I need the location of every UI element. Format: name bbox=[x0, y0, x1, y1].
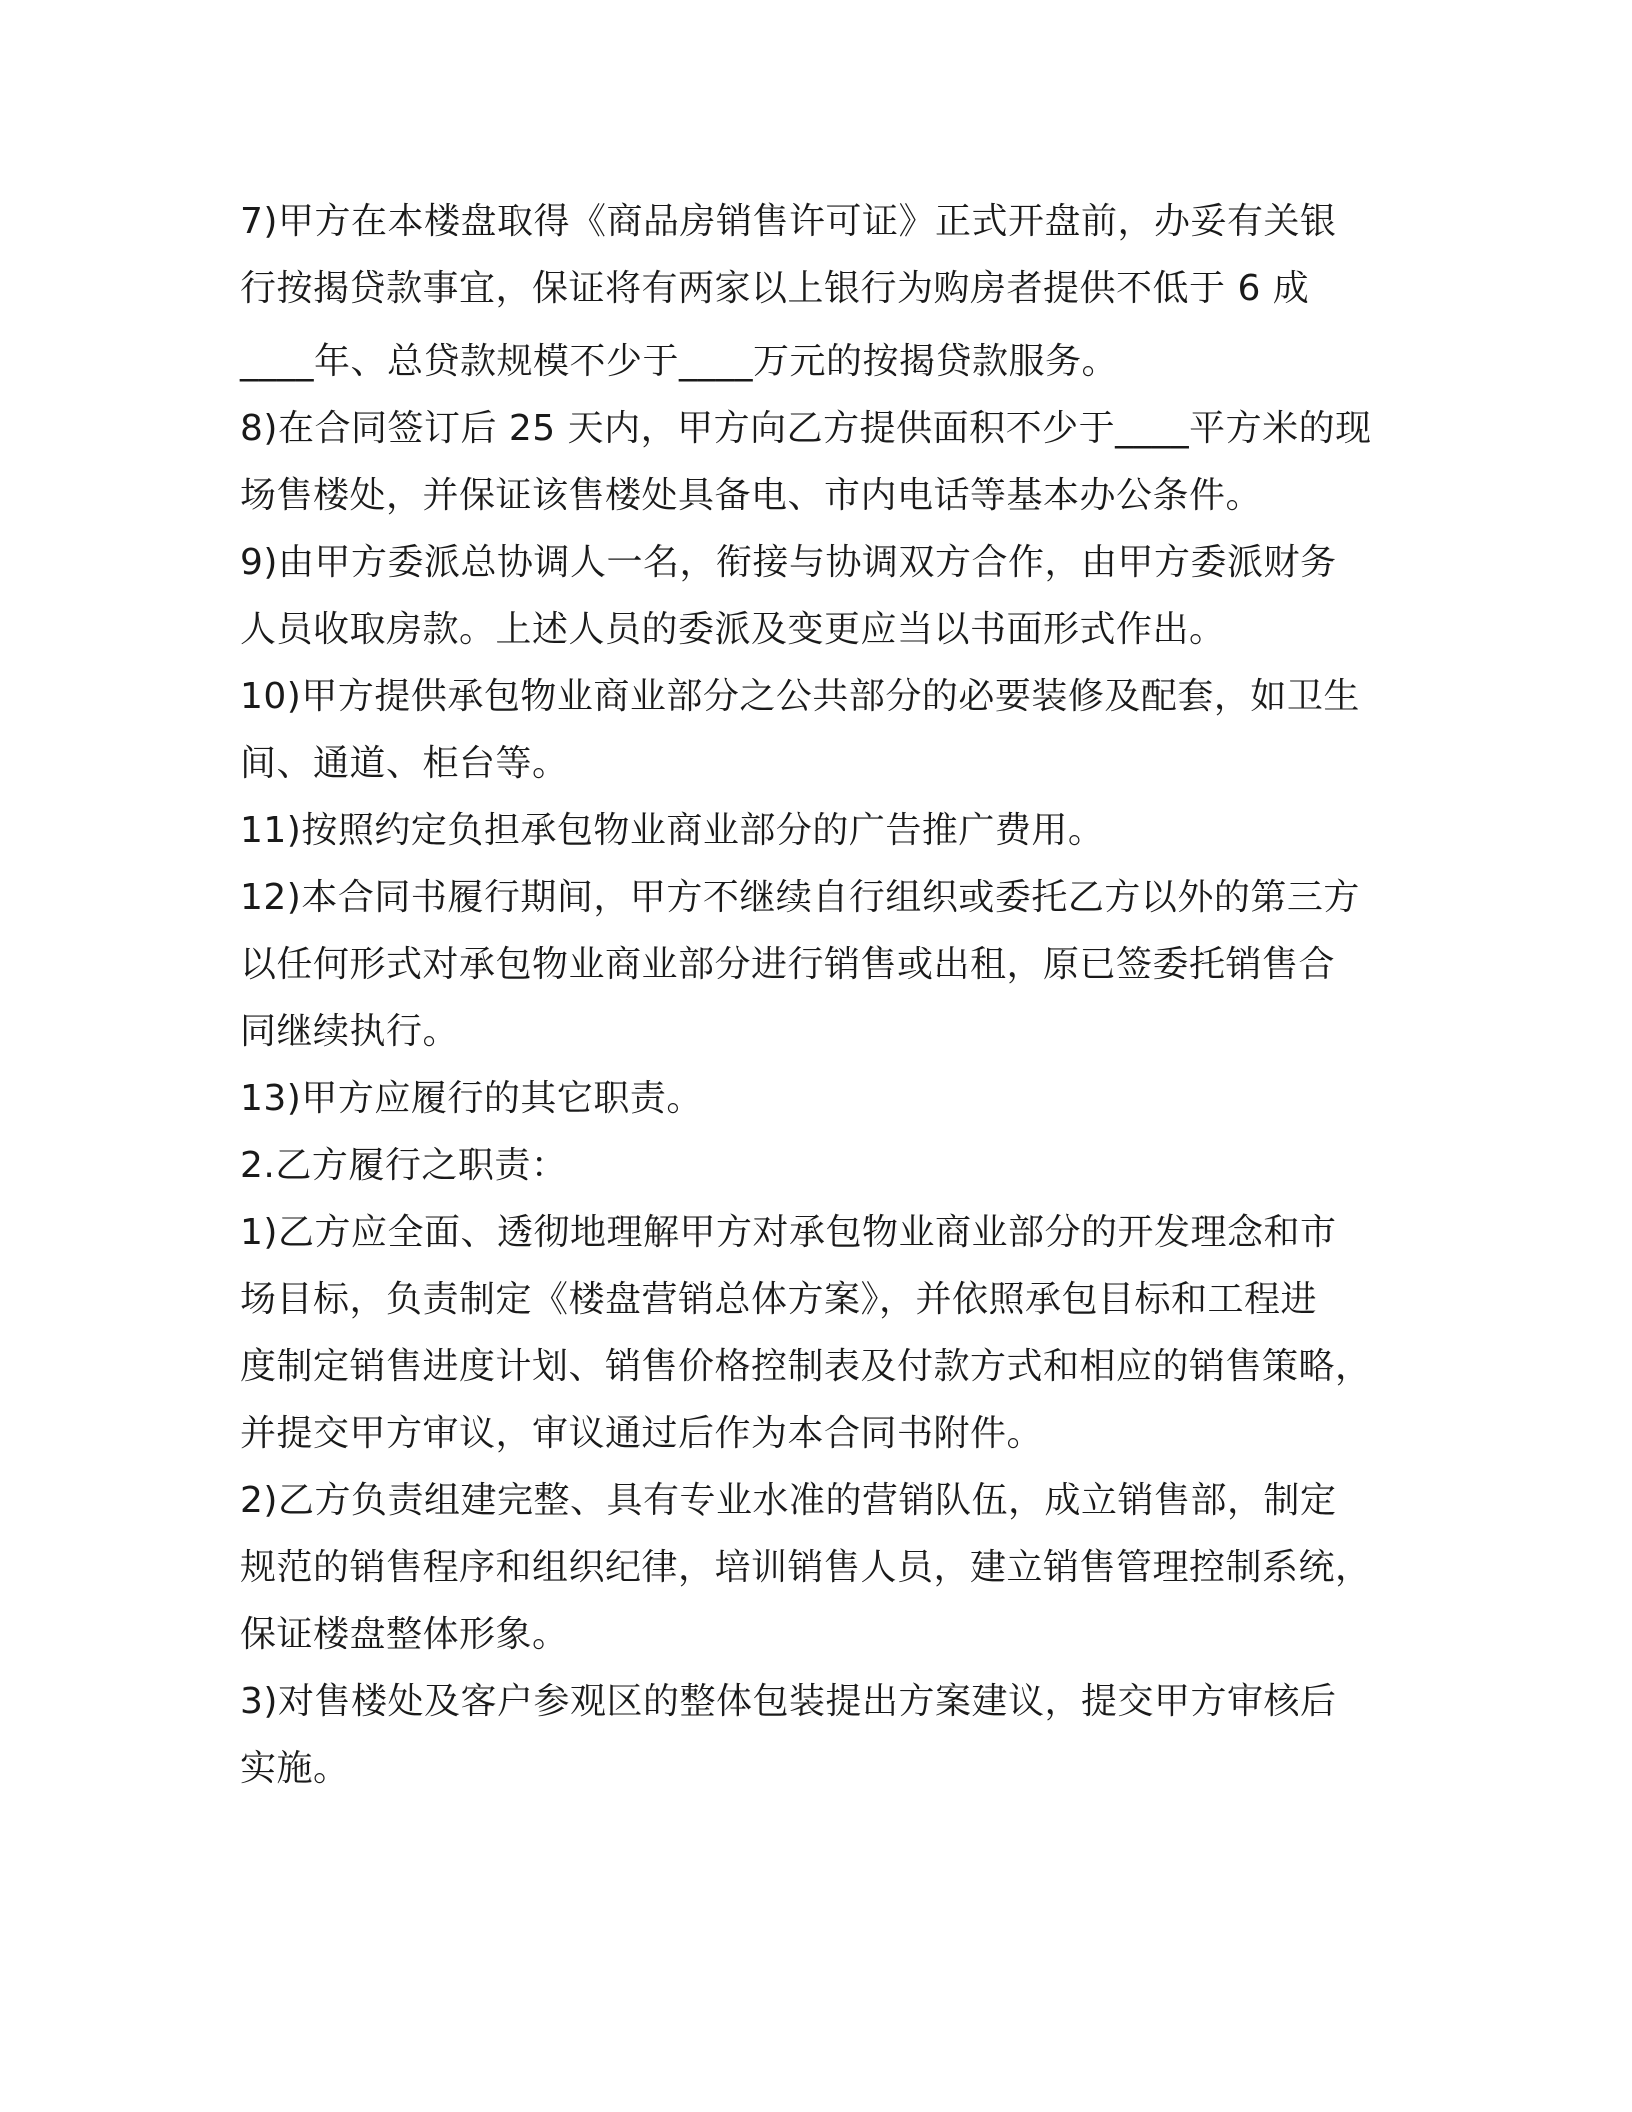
text-line: 10)甲方提供承包物业商业部分之公共部分的必要装修及配套，如卫生 bbox=[240, 676, 1360, 717]
text-line: 2)乙方负责组建完整、具有专业水准的营销队伍，成立销售部，制定 bbox=[240, 1480, 1337, 1521]
text-line: 度制定销售进度计划、销售价格控制表及付款方式和相应的销售策略， bbox=[240, 1346, 1372, 1387]
text-line: 行按揭贷款事宜，保证将有两家以上银行为购房者提供不低于 6 成 bbox=[240, 268, 1310, 309]
text-line: ____年、总贷款规模不少于____万元的按揭贷款服务。 bbox=[240, 341, 1119, 382]
text-line: 规范的销售程序和组织纪律，培训销售人员，建立销售管理控制系统， bbox=[240, 1547, 1372, 1588]
document-body bbox=[240, 188, 1400, 1802]
text-line: 人员收取房款。上述人员的委派及变更应当以书面形式作出。 bbox=[240, 609, 1226, 650]
text-line: 保证楼盘整体形象。 bbox=[240, 1614, 569, 1655]
text-line: 实施。 bbox=[240, 1748, 350, 1789]
text-line: 12)本合同书履行期间，甲方不继续自行组织或委托乙方以外的第三方 bbox=[240, 877, 1360, 918]
text-line: 1)乙方应全面、透彻地理解甲方对承包物业商业部分的开发理念和市 bbox=[240, 1212, 1337, 1253]
text-line: 场售楼处，并保证该售楼处具备电、市内电话等基本办公条件。 bbox=[240, 475, 1263, 516]
text-line: 同继续执行。 bbox=[240, 1011, 460, 1052]
text-line: 11)按照约定负担承包物业商业部分的广告推广费用。 bbox=[240, 810, 1105, 851]
text-line: 3)对售楼处及客户参观区的整体包装提出方案建议，提交甲方审核后 bbox=[240, 1681, 1337, 1722]
text-line: 13)甲方应履行的其它职责。 bbox=[240, 1078, 703, 1119]
text-line: 并提交甲方审议，审议通过后作为本合同书附件。 bbox=[240, 1413, 1044, 1454]
text-line: 9)由甲方委派总协调人一名，衔接与协调双方合作，由甲方委派财务 bbox=[240, 542, 1337, 583]
text-line: 场目标，负责制定《楼盘营销总体方案》，并依照承包目标和工程进 bbox=[240, 1279, 1318, 1320]
text-line: 间、通道、柜台等。 bbox=[240, 743, 569, 784]
text-line: 以任何形式对承包物业商业部分进行销售或出租，原已签委托销售合 bbox=[240, 944, 1336, 985]
text-line: 2.乙方履行之职责： bbox=[240, 1145, 568, 1186]
text-line: 8)在合同签订后 25 天内，甲方向乙方提供面积不少于____平方米的现 bbox=[240, 408, 1372, 449]
text-line: 7)甲方在本楼盘取得《商品房销售许可证》正式开盘前，办妥有关银 bbox=[240, 201, 1337, 242]
